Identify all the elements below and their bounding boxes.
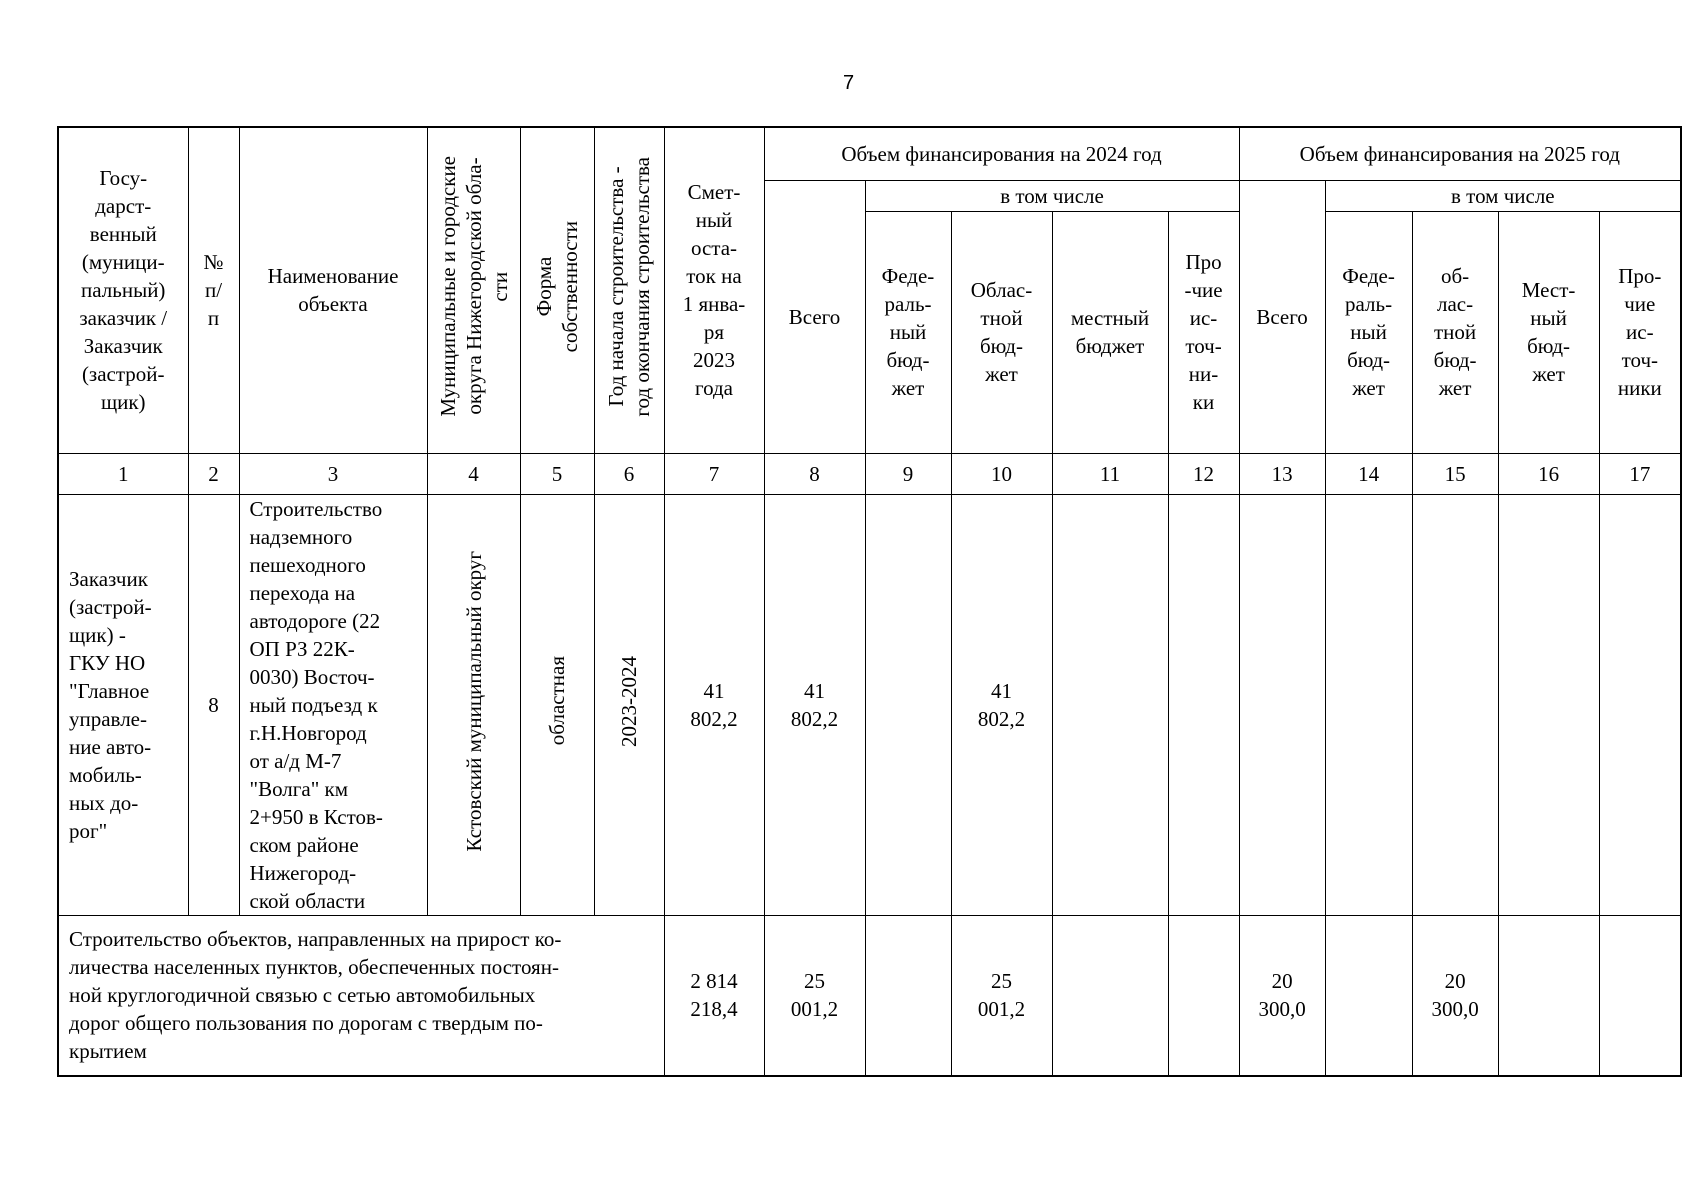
header-financing-2024: Объем финансирования на 2024 год (764, 127, 1239, 180)
column-number: 17 (1599, 453, 1681, 494)
cell-local-2024 (1052, 494, 1168, 915)
summary-other-2024 (1168, 915, 1239, 1076)
summary-label: Строительство объектов, направленных на прирост ко- личества населенных пунктов, обеспеченных постоян- ной круглогодичной связью с сетью автомобильных дорог общего пользования по дорогам с твердым по- крытием (58, 915, 664, 1076)
header-ownership-text: Форма собственности (532, 221, 582, 353)
column-number: 11 (1052, 453, 1168, 494)
header-municipalities-text: Муниципальные и городские округа Нижегородской обла- сти (435, 156, 512, 418)
page-number: 7 (842, 72, 855, 94)
cell-years (594, 494, 664, 915)
cell-total-2025 (1239, 494, 1325, 915)
column-number: 6 (594, 453, 664, 494)
header-total-2025: Всего (1239, 180, 1325, 453)
cell-other-2024 (1168, 494, 1239, 915)
cell-customer: Заказчик (застрой- щик) - ГКУ НО "Главное управле- ние авто- мобиль- ных до- рог" (58, 494, 188, 915)
header-row (58, 127, 1681, 180)
header-total-2024: Всего (764, 180, 865, 453)
cell-other-2025 (1599, 494, 1681, 915)
cell-municipality-text: Кстовский муниципальный округ (461, 550, 486, 852)
summary-federal-2025 (1325, 915, 1412, 1076)
header-regional-2025: об- лас- тной бюд- жет (1412, 211, 1498, 453)
table-row (58, 494, 1681, 915)
cell-years-text: 2023-2024 (617, 655, 641, 747)
column-number: 10 (951, 453, 1052, 494)
column-number: 1 (58, 453, 188, 494)
column-number: 2 (188, 453, 239, 494)
header-municipalities (427, 127, 520, 453)
column-number: 4 (427, 453, 520, 494)
cell-ownership (520, 494, 594, 915)
header-regional-2024: Облас- тной бюд- жет (951, 211, 1052, 453)
summary-local-2024 (1052, 915, 1168, 1076)
financing-table (57, 126, 1682, 1077)
column-number: 8 (764, 453, 865, 494)
column-number: 5 (520, 453, 594, 494)
summary-regional-2025: 20 300,0 (1412, 915, 1498, 1076)
header-financing-2025: Объем финансирования на 2025 год (1239, 127, 1681, 180)
cell-federal-2025 (1325, 494, 1412, 915)
column-number: 9 (865, 453, 951, 494)
header-customer: Госу- дарст- венный (муници- пальный) заказчик / Заказчик (застрой- щик) (58, 127, 188, 453)
header-years (594, 127, 664, 453)
summary-local-2025 (1498, 915, 1599, 1076)
summary-row (58, 915, 1681, 1076)
header-federal-2025: Феде- раль- ный бюд- жет (1325, 211, 1412, 453)
column-number: 16 (1498, 453, 1599, 494)
cell-ownership-text: областная (545, 656, 569, 746)
header-object-name: Наименование объекта (239, 127, 427, 453)
header-years-text: Год начала строительства - год окончания строительства (604, 156, 654, 417)
column-number: 3 (239, 453, 427, 494)
header-including-2025: в том числе (1325, 180, 1681, 211)
header-ownership (520, 127, 594, 453)
summary-other-2025 (1599, 915, 1681, 1076)
cell-regional-2024: 41 802,2 (951, 494, 1052, 915)
column-number-row (58, 453, 1681, 494)
cell-federal-2024 (865, 494, 951, 915)
column-number: 13 (1239, 453, 1325, 494)
summary-estimate: 2 814 218,4 (664, 915, 764, 1076)
cell-number: 8 (188, 494, 239, 915)
header-local-2024: местный бюджет (1052, 211, 1168, 453)
header-other-2024: Про -чие ис- точ- ни- ки (1168, 211, 1239, 453)
column-number: 7 (664, 453, 764, 494)
summary-total-2025: 20 300,0 (1239, 915, 1325, 1076)
header-local-2025: Мест- ный бюд- жет (1498, 211, 1599, 453)
summary-regional-2024: 25 001,2 (951, 915, 1052, 1076)
cell-municipality (427, 494, 520, 915)
cell-regional-2025 (1412, 494, 1498, 915)
summary-federal-2024 (865, 915, 951, 1076)
header-federal-2024: Феде- раль- ный бюд- жет (865, 211, 951, 453)
summary-total-2024: 25 001,2 (764, 915, 865, 1076)
header-other-2025: Про- чие ис- точ- ники (1599, 211, 1681, 453)
column-number: 12 (1168, 453, 1239, 494)
header-estimate: Смет- ный оста- ток на 1 янва- ря 2023 года (664, 127, 764, 453)
column-number: 15 (1412, 453, 1498, 494)
cell-total-2024: 41 802,2 (764, 494, 865, 915)
cell-estimate: 41 802,2 (664, 494, 764, 915)
cell-local-2025 (1498, 494, 1599, 915)
column-number: 14 (1325, 453, 1412, 494)
cell-object-name: Строительство надземного пешеходного перехода на автодороге (22 ОП РЗ 22К- 0030) Восточ- ный подъезд к г.Н.Новгород от а/д М-7 "Волга" км 2+950 в Кстов- ском районе Нижегород- ской области (239, 494, 427, 915)
header-number: № п/ п (188, 127, 239, 453)
header-including-2024: в том числе (865, 180, 1239, 211)
